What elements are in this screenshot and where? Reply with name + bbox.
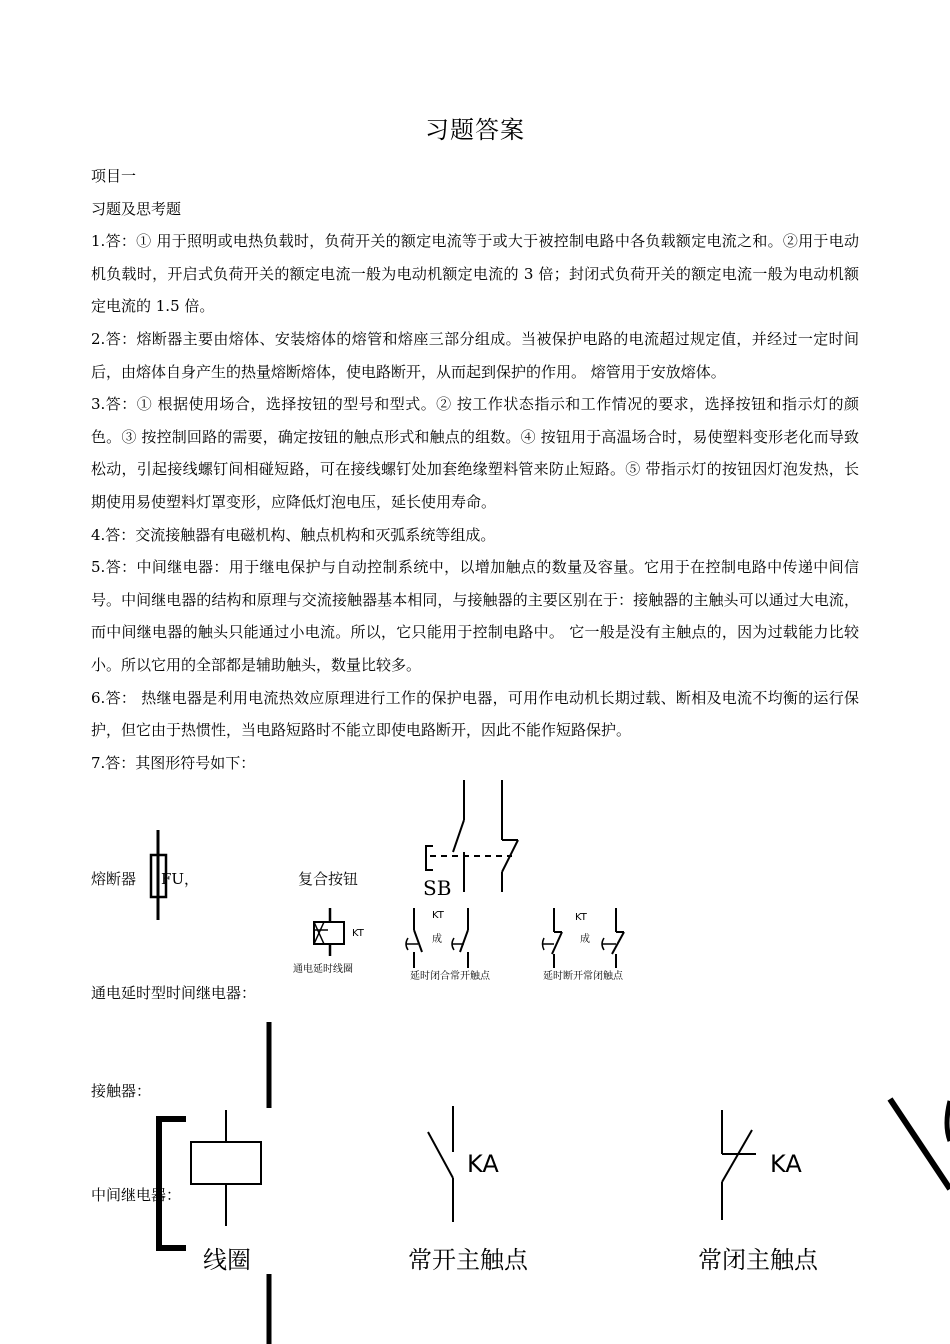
timer-label: 通电延时型时间继电器： [91, 984, 257, 1002]
answer-7: 7.答：其图形符号如下： [91, 753, 256, 772]
contactor-label: 接触器： [91, 1082, 152, 1100]
ka-label-no: KA [467, 1150, 499, 1178]
answer-2: 2.答：熔断器主要由熔体、安装熔体的熔管和熔座三部分组成。当被保护电路的电流超过规定值，并经过一定时间后，由熔体自身产生的热量熔断熔体，使电路断开，从而起到保护的作用。 熔管用于安放熔体。 [91, 329, 859, 381]
timer-kt-2: KT [432, 910, 444, 921]
timer-cheng-1: 成 [432, 934, 442, 945]
relay-label: 中间继电器： [91, 1186, 182, 1204]
section-heading: 项目一 [91, 167, 137, 185]
no-contact-symbol [420, 1106, 470, 1226]
timer-nc-caption: 延时断开常闭触点 [543, 971, 623, 982]
timer-coil-symbol [300, 908, 360, 958]
answer-4: 4.答：交流接触器有电磁机构、触点机构和灭弧系统等组成。 [91, 525, 496, 544]
button-code: SB [423, 876, 452, 900]
timer-coil-caption: 通电延时线圈 [293, 964, 353, 975]
timer-kt-1: KT [352, 928, 364, 939]
subsection-heading: 习题及思考题 [91, 199, 182, 218]
answer-3: 3.答：① 根据使用场合，选择按钮的型号和型式。② 按工作状态指示和工作情况的要求，选择按钮和指示灯的颜色。③ 按控制回路的需要，确定按钮的触点形式和触点的组数。④ 按钮用于高温场合时，易使塑料变形老化而导致松动，引起接线螺钉间相碰短路，可在接线螺钉处加套绝缘塑料管来防止短路。⑤ 带指示灯的按钮因灯泡发热，长期使用易使塑料灯罩变形，应降低灯泡电压，延长使用寿命。 [91, 395, 859, 511]
vertical-divider-top [264, 1022, 274, 1112]
vertical-divider-bottom [264, 1274, 274, 1344]
fuse-label: 熔断器 [91, 870, 137, 888]
coil-caption: 线圈 [203, 1246, 251, 1274]
button-label: 复合按钮 [298, 870, 359, 888]
answer-6: 6.答： 热继电器是利用电流热效应原理进行工作的保护电器，可用作电动机长期过载、断相及电流不均衡的运行保护，但它由于热惯性，当电路短路时不能立即使电路断开，因此不能作短路保护。 [91, 688, 859, 740]
nc-caption: 常闭主触点 [698, 1246, 818, 1274]
timer-cheng-2: 成 [580, 934, 590, 945]
nc-contact-symbol [712, 1110, 762, 1222]
answer-5: 5.答：中间继电器：用于继电保护与自动控制系统中，以增加触点的数量及容量。它用于在控制电路中传递中间信号。中间继电器的结构和原理与交流接触器基本相同，与接触器的主要区别在于：接触器的主触头可以通过大电流，而中间继电器的触头只能通过小电流。所以，它只能用于控制电路中。 它一般是没有主触点的，因为过载能力比较小。所以它用的全部都是辅助触头，数量比较多。 [91, 558, 859, 674]
answer-body [91, 160, 859, 779]
no-caption: 常开主触点 [408, 1246, 528, 1274]
ka-label-nc: KA [770, 1150, 802, 1178]
page-title: 习题答案 [425, 116, 525, 144]
edge-symbol-fragment [886, 1095, 950, 1195]
answer-1: 1.答：① 用于照明或电热负载时，负荷开关的额定电流等于或大于被控制电路中各负载额定电流之和。②用于电动机负载时，开启式负荷开关的额定电流一般为电动机额定电流的 3 倍；封闭式负荷开关的额定电流一般为电动机额定电流的 1.5 倍。 [91, 232, 859, 316]
fuse-code: FU， [161, 870, 200, 888]
coil-symbol [188, 1110, 268, 1230]
timer-no-caption: 延时闭合常开触点 [410, 971, 490, 982]
timer-kt-3: KT [575, 912, 587, 923]
